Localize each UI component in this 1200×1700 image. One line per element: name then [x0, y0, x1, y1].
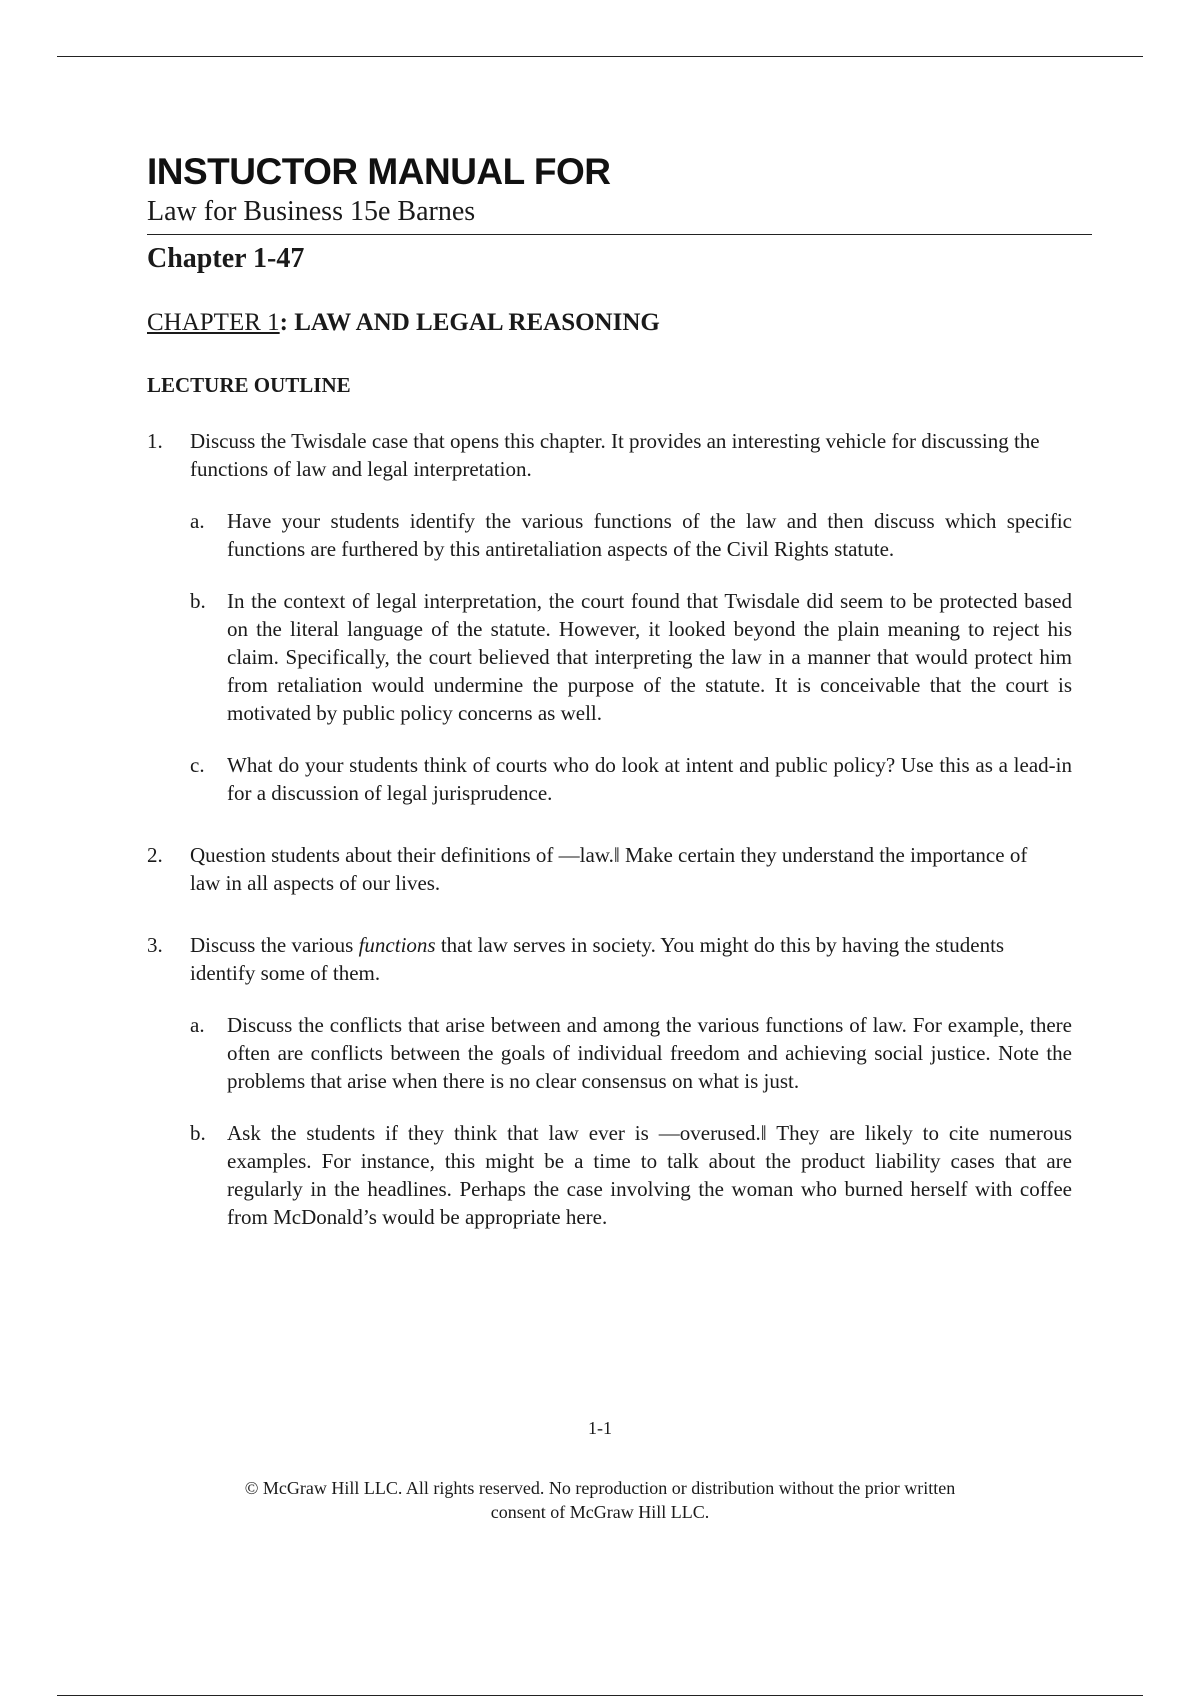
chapter-title: : LAW AND LEGAL REASONING: [279, 309, 660, 336]
footer-line-1: © McGraw Hill LLC. All rights reserved. No reproduction or distribution without the prior written: [244, 1478, 956, 1498]
section-heading: LECTURE OUTLINE: [147, 373, 351, 397]
outline-item-2: [147, 841, 1097, 897]
footer-line-2: consent of McGraw Hill LLC.: [490, 1502, 710, 1522]
outline-item-3: [147, 931, 1097, 987]
subitem-text: Ask the students if they think that law ever is —overused.‖ They are likely to cite numerous examples. For instance, this might be a time to talk about the product liability cases that are regularly in the headlines. Perhaps the case involving the woman who burned herself with coffee from McDonald’s would be appropriate here.: [227, 1121, 1072, 1229]
chapter-range: Chapter 1-47: [147, 243, 305, 274]
book-subtitle: Law for Business 15e Barnes: [147, 194, 1092, 235]
document-body: [147, 150, 1097, 1231]
chapter-heading: [147, 307, 1097, 339]
outline-subitem-3a: [190, 1011, 1097, 1095]
chapter-label: CHAPTER 1: [147, 309, 280, 336]
item-text-before: Discuss the various: [190, 933, 359, 957]
subitem-letter: c.: [190, 753, 205, 777]
outline-subitem-1a: [190, 507, 1097, 563]
outline-subitem-3b: [190, 1119, 1097, 1231]
item-text: Question students about their definitions of —law.‖ Make certain they understand the importance of law in all aspects of our lives.: [190, 843, 1028, 895]
subitem-text: Have your students identify the various functions of the law and then discuss which specific functions are furthered by this antiretaliation aspects of the Civil Rights statute.: [227, 509, 1072, 561]
item-number: 3.: [147, 933, 163, 957]
outline-subitem-1c: [190, 751, 1097, 807]
document-title: INSTUCTOR MANUAL FOR: [147, 151, 611, 192]
page-number: 1-1: [588, 1418, 612, 1438]
subitem-letter: b.: [190, 1121, 206, 1145]
item-text: Discuss the Twisdale case that opens this chapter. It provides an interesting vehicle for discussing the functions of law and legal interpretation.: [190, 429, 1040, 481]
copyright-footer: [140, 1476, 1060, 1524]
bottom-rule: [57, 1695, 1143, 1696]
outline-item-1: [147, 427, 1097, 483]
item-text-after: that law serves in society. You might do this by having the students identify some of them.: [190, 933, 1005, 985]
subitem-letter: b.: [190, 589, 206, 613]
item-number: 1.: [147, 429, 163, 453]
subitem-text: In the context of legal interpretation, the court found that Twisdale did seem to be protected based on the literal language of the statute. However, it looked beyond the plain meaning to reject his claim. Specifically, the court believed that interpreting the law in a manner that would protect him from retaliation would undermine the purpose of the statute. It is conceivable that the court is motivated by public policy concerns as well.: [227, 589, 1072, 725]
subitem-letter: a.: [190, 1013, 205, 1037]
item-number: 2.: [147, 843, 163, 867]
subitem-letter: a.: [190, 509, 205, 533]
item-text-emphasis: functions: [358, 933, 436, 957]
subitem-text: Discuss the conflicts that arise between and among the various functions of law. For example, there often are conflicts between the goals of individual freedom and achieving social justice. Note the problems that arise when there is no clear consensus on what is just.: [227, 1013, 1072, 1093]
outline-subitem-1b: [190, 587, 1097, 727]
item-text: [190, 931, 1040, 987]
top-rule: [57, 56, 1143, 57]
subitem-text: What do your students think of courts who do look at intent and public policy? Use this as a lead-in for a discussion of legal jurisprudence.: [227, 753, 1072, 805]
